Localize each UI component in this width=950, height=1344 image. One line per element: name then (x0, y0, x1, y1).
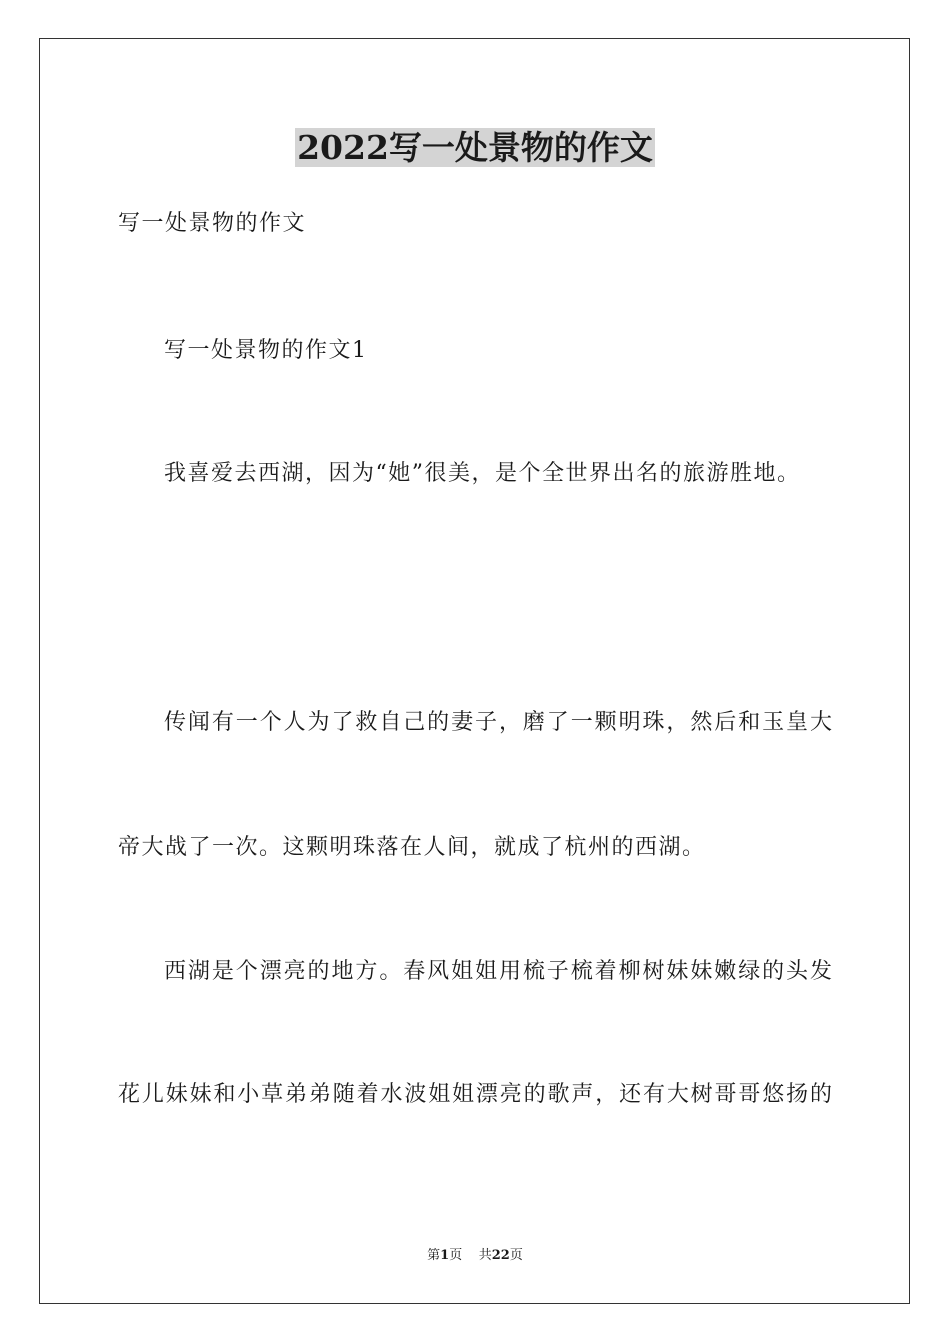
page-current: 1 (440, 1248, 450, 1263)
section-heading: 写一处景物的作文1 (164, 338, 368, 363)
page-total: 22 (491, 1248, 510, 1263)
document-subtitle: 写一处景物的作文 (118, 211, 307, 236)
page-prefix: 第 (427, 1248, 441, 1263)
total-prefix: 共 (478, 1248, 492, 1263)
document-title-text: 2022写一处景物的作文 (297, 128, 653, 167)
paragraph-line: 花儿妹妹和小草弟弟随着水波姐姐漂亮的歌声，还有大树哥哥悠扬的 (118, 1082, 832, 1107)
paragraph-line: 帝大战了一次。这颗明珠落在人间，就成了杭州的西湖。 (118, 835, 706, 860)
page-suffix: 页 (449, 1248, 463, 1263)
total-suffix: 页 (509, 1248, 523, 1263)
paragraph-line: 西湖是个漂亮的地方。春风姐姐用梳子梳着柳树妹妹嫩绿的头发 (164, 959, 832, 984)
paragraph-line: 传闻有一个人为了救自己的妻子，磨了一颗明珠，然后和玉皇大 (164, 710, 832, 735)
paragraph-line: 我喜爱去西湖，因为“她”很美，是个全世界出名的旅游胜地。 (164, 461, 801, 486)
document-title (0, 126, 950, 170)
page-footer (0, 1246, 950, 1266)
